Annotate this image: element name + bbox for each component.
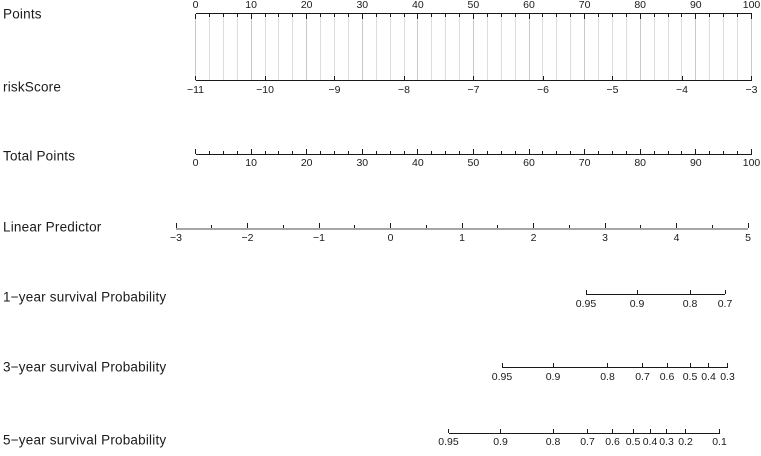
- tick-major: [362, 14, 363, 19]
- tick-major: [605, 223, 606, 228]
- gridline-major: [362, 14, 363, 81]
- tick-minor: [737, 14, 738, 17]
- tick-label: 0.5: [625, 436, 641, 448]
- gridline-minor: [709, 14, 710, 81]
- gridline-minor: [278, 14, 279, 81]
- tick-major: [607, 363, 608, 367]
- tick-minor: [515, 151, 516, 154]
- tick-minor: [278, 14, 279, 17]
- gridline-minor: [459, 14, 460, 81]
- gridline-minor: [737, 14, 738, 81]
- tick-major: [587, 429, 588, 433]
- tick-major: [529, 14, 530, 19]
- tick-minor: [348, 151, 349, 154]
- tick-major: [195, 76, 196, 81]
- tick-major: [640, 14, 641, 19]
- tick-label: 80: [634, 0, 647, 11]
- tick-minor: [223, 14, 224, 17]
- tick-major: [473, 76, 474, 81]
- tick-minor: [501, 151, 502, 154]
- row-label-3-year-survival-probability: 3−year survival Probability: [3, 359, 167, 375]
- tick-label: 0.9: [545, 370, 561, 383]
- tick-major: [462, 223, 463, 228]
- row-label-total-points: Total Points: [3, 148, 76, 163]
- gridline-minor: [487, 14, 488, 81]
- tick-minor: [654, 151, 655, 154]
- tick-label: 50: [467, 0, 480, 11]
- tick-major: [334, 76, 335, 81]
- tick-label: 0.7: [635, 370, 650, 383]
- tick-label: 30: [356, 0, 369, 11]
- tick-major: [500, 429, 501, 433]
- tick-minor: [569, 225, 570, 228]
- gridline-minor: [404, 14, 405, 81]
- gridline-minor: [348, 14, 349, 81]
- gridline-minor: [431, 14, 432, 81]
- tick-label: 0.95: [575, 297, 597, 310]
- row-label-linear-predictor: Linear Predictor: [3, 219, 102, 235]
- gridline-major: [584, 14, 585, 81]
- tick-label: 0.3: [720, 370, 735, 383]
- gridline-major: [251, 14, 252, 81]
- tick-major: [251, 149, 252, 154]
- tick-major: [404, 76, 405, 81]
- tick-major: [251, 14, 252, 19]
- tick-minor: [211, 225, 212, 228]
- tick-minor: [292, 14, 293, 17]
- tick-major: [390, 223, 391, 228]
- gridline-major: [640, 14, 641, 81]
- tick-minor: [209, 151, 210, 154]
- tick-minor: [640, 225, 641, 228]
- gridline-minor: [265, 14, 266, 81]
- axis-line-row3: [176, 228, 748, 230]
- tick-label: 3: [602, 232, 608, 244]
- tick-major: [682, 76, 683, 81]
- tick-major: [584, 14, 585, 19]
- tick-major: [695, 14, 696, 19]
- tick-label: 2: [530, 232, 537, 244]
- gridline-minor: [390, 14, 391, 81]
- gridline-minor: [223, 14, 224, 81]
- tick-label: −9: [328, 83, 341, 96]
- tick-major: [695, 149, 696, 154]
- tick-minor: [542, 14, 543, 17]
- tick-label: −2: [241, 232, 254, 244]
- tick-major: [650, 429, 651, 433]
- tick-minor: [445, 14, 446, 17]
- tick-minor: [320, 14, 321, 17]
- tick-minor: [501, 14, 502, 17]
- tick-minor: [390, 151, 391, 154]
- tick-minor: [376, 151, 377, 154]
- tick-major: [612, 76, 613, 81]
- tick-minor: [515, 14, 516, 17]
- tick-major: [690, 363, 691, 367]
- tick-minor: [445, 151, 446, 154]
- tick-major: [727, 363, 728, 367]
- tick-minor: [723, 151, 724, 154]
- tick-label: 0.1: [712, 436, 727, 448]
- tick-major: [543, 76, 544, 81]
- gridline-minor: [681, 14, 682, 81]
- tick-major: [306, 149, 307, 154]
- gridline-major: [529, 14, 530, 81]
- tick-label: 80: [634, 157, 647, 169]
- tick-major: [553, 363, 554, 367]
- tick-label: 100: [742, 0, 761, 11]
- tick-minor: [497, 225, 498, 228]
- tick-minor: [237, 151, 238, 154]
- gridline-minor: [501, 14, 502, 81]
- tick-label: 0.4: [701, 370, 716, 383]
- tick-minor: [668, 151, 669, 154]
- tick-minor: [598, 14, 599, 17]
- tick-label: 4: [673, 232, 680, 244]
- gridline-major: [751, 14, 752, 81]
- tick-minor: [681, 14, 682, 17]
- tick-major: [448, 429, 449, 433]
- tick-label: 70: [578, 0, 591, 11]
- gridline-minor: [570, 14, 571, 81]
- tick-major: [637, 290, 638, 294]
- tick-label: −11: [186, 83, 205, 96]
- tick-minor: [556, 14, 557, 17]
- tick-minor: [283, 225, 284, 228]
- tick-label: 10: [245, 157, 257, 169]
- tick-minor: [487, 14, 488, 17]
- tick-label: 0.8: [682, 297, 698, 310]
- tick-major: [719, 429, 720, 433]
- tick-major: [642, 363, 643, 367]
- tick-major: [584, 149, 585, 154]
- tick-minor: [487, 151, 488, 154]
- tick-label: 0.9: [629, 297, 645, 310]
- tick-minor: [320, 151, 321, 154]
- tick-label: 0.8: [545, 436, 561, 448]
- tick-minor: [654, 14, 655, 17]
- tick-major: [265, 76, 266, 81]
- gridline-minor: [626, 14, 627, 81]
- tick-major: [247, 223, 248, 228]
- tick-label: −7: [467, 83, 480, 96]
- tick-minor: [348, 14, 349, 17]
- tick-minor: [459, 151, 460, 154]
- tick-label: 10: [245, 0, 257, 11]
- tick-minor: [556, 151, 557, 154]
- tick-minor: [709, 14, 710, 17]
- tick-major: [362, 149, 363, 154]
- tick-minor: [431, 151, 432, 154]
- tick-minor: [459, 14, 460, 17]
- tick-major: [195, 149, 196, 154]
- tick-label: −4: [676, 83, 688, 96]
- tick-minor: [223, 151, 224, 154]
- tick-major: [529, 149, 530, 154]
- tick-label: 20: [300, 0, 313, 11]
- tick-major: [319, 223, 320, 228]
- tick-label: 70: [578, 157, 591, 169]
- gridline-minor: [654, 14, 655, 81]
- tick-label: 0.4: [642, 436, 658, 448]
- tick-minor: [612, 14, 613, 17]
- tick-minor: [542, 151, 543, 154]
- tick-label: −8: [398, 83, 410, 96]
- axis-line-row1: [196, 80, 752, 81]
- tick-label: 60: [523, 0, 535, 11]
- tick-label: 0.5: [682, 370, 698, 383]
- tick-major: [725, 290, 726, 294]
- tick-minor: [626, 14, 627, 17]
- tick-major: [195, 14, 196, 19]
- tick-minor: [723, 14, 724, 17]
- tick-label: 90: [689, 0, 702, 11]
- tick-major: [685, 429, 686, 433]
- tick-minor: [431, 14, 432, 17]
- gridline-minor: [292, 14, 293, 81]
- tick-major: [553, 429, 554, 433]
- row-label-riskscore: riskScore: [3, 79, 62, 95]
- tick-label: 0.6: [605, 436, 620, 448]
- tick-major: [708, 363, 709, 367]
- tick-minor: [712, 225, 713, 228]
- tick-major: [612, 429, 613, 433]
- gridline-major: [306, 14, 307, 81]
- tick-major: [748, 223, 749, 228]
- tick-label: 0: [387, 232, 394, 244]
- gridline-minor: [542, 14, 543, 81]
- tick-label: 0.95: [438, 436, 459, 448]
- tick-minor: [354, 225, 355, 228]
- tick-label: 40: [412, 157, 424, 169]
- gridline-minor: [376, 14, 377, 81]
- row-label-points: Points: [3, 6, 42, 22]
- gridline-minor: [612, 14, 613, 81]
- tick-minor: [626, 151, 627, 154]
- gridline-minor: [723, 14, 724, 81]
- tick-major: [676, 223, 677, 228]
- tick-label: 40: [412, 0, 424, 11]
- gridline-major: [195, 14, 196, 81]
- tick-minor: [265, 151, 266, 154]
- tick-major: [751, 14, 752, 19]
- tick-major: [306, 14, 307, 19]
- tick-major: [666, 429, 667, 433]
- gridline-major: [695, 14, 696, 81]
- tick-label: 0.6: [659, 370, 675, 383]
- gridline-minor: [334, 14, 335, 81]
- tick-label: 20: [300, 157, 313, 169]
- tick-major: [751, 76, 752, 81]
- gridline-minor: [320, 14, 321, 81]
- tick-label: −6: [537, 83, 549, 96]
- tick-major: [417, 149, 418, 154]
- tick-minor: [278, 151, 279, 154]
- tick-major: [667, 363, 668, 367]
- tick-minor: [570, 14, 571, 17]
- tick-label: 0.9: [493, 436, 508, 448]
- gridline-minor: [209, 14, 210, 81]
- gridline-minor: [556, 14, 557, 81]
- tick-major: [586, 290, 587, 294]
- tick-label: 0: [192, 157, 199, 169]
- tick-label: −1: [313, 232, 325, 244]
- tick-minor: [404, 14, 405, 17]
- tick-major: [690, 290, 691, 294]
- tick-major: [417, 14, 418, 19]
- tick-label: 50: [467, 157, 480, 169]
- tick-minor: [612, 151, 613, 154]
- tick-label: 30: [356, 157, 369, 169]
- tick-label: 0.7: [580, 436, 595, 448]
- tick-minor: [737, 151, 738, 154]
- tick-label: 0: [192, 0, 199, 11]
- gridline-minor: [515, 14, 516, 81]
- tick-minor: [334, 14, 335, 17]
- axis-line-row4: [586, 294, 725, 295]
- tick-minor: [668, 14, 669, 17]
- tick-major: [473, 149, 474, 154]
- tick-label: 0.95: [491, 370, 513, 383]
- tick-major: [502, 363, 503, 367]
- gridline-minor: [598, 14, 599, 81]
- gridline-major: [473, 14, 474, 81]
- tick-label: 0.2: [678, 436, 693, 448]
- tick-label: −3: [170, 232, 182, 244]
- row-label-5-year-survival-probability: 5−year survival Probability: [3, 432, 167, 448]
- tick-label: 0.7: [717, 297, 733, 310]
- axis-line-row6: [449, 433, 720, 434]
- tick-major: [640, 149, 641, 154]
- tick-label: 1: [459, 232, 465, 244]
- tick-minor: [404, 151, 405, 154]
- tick-minor: [334, 151, 335, 154]
- tick-label: −5: [606, 83, 619, 96]
- gridline-major: [417, 14, 418, 81]
- axis-line-row5: [502, 367, 728, 368]
- tick-major: [473, 14, 474, 19]
- tick-major: [176, 223, 177, 228]
- gridline-minor: [668, 14, 669, 81]
- tick-minor: [570, 151, 571, 154]
- tick-major: [533, 223, 534, 228]
- tick-minor: [209, 14, 210, 17]
- tick-minor: [598, 151, 599, 154]
- tick-minor: [390, 14, 391, 17]
- tick-label: 60: [523, 157, 535, 169]
- tick-label: 100: [742, 157, 761, 169]
- tick-major: [633, 429, 634, 433]
- tick-minor: [237, 14, 238, 17]
- gridline-minor: [445, 14, 446, 81]
- tick-minor: [292, 151, 293, 154]
- row-label-1-year-survival-probability: 1−year survival Probability: [3, 289, 167, 305]
- tick-label: −3: [745, 83, 758, 96]
- tick-minor: [426, 225, 427, 228]
- tick-label: 0.8: [600, 370, 615, 383]
- gridline-minor: [237, 14, 238, 81]
- tick-label: 5: [745, 232, 751, 244]
- axis-line-row2: [196, 154, 752, 155]
- tick-minor: [709, 151, 710, 154]
- tick-minor: [376, 14, 377, 17]
- tick-minor: [265, 14, 266, 17]
- tick-minor: [681, 151, 682, 154]
- tick-label: 0.3: [659, 436, 674, 448]
- tick-major: [751, 149, 752, 154]
- tick-label: −10: [256, 83, 274, 96]
- tick-label: 90: [689, 157, 702, 169]
